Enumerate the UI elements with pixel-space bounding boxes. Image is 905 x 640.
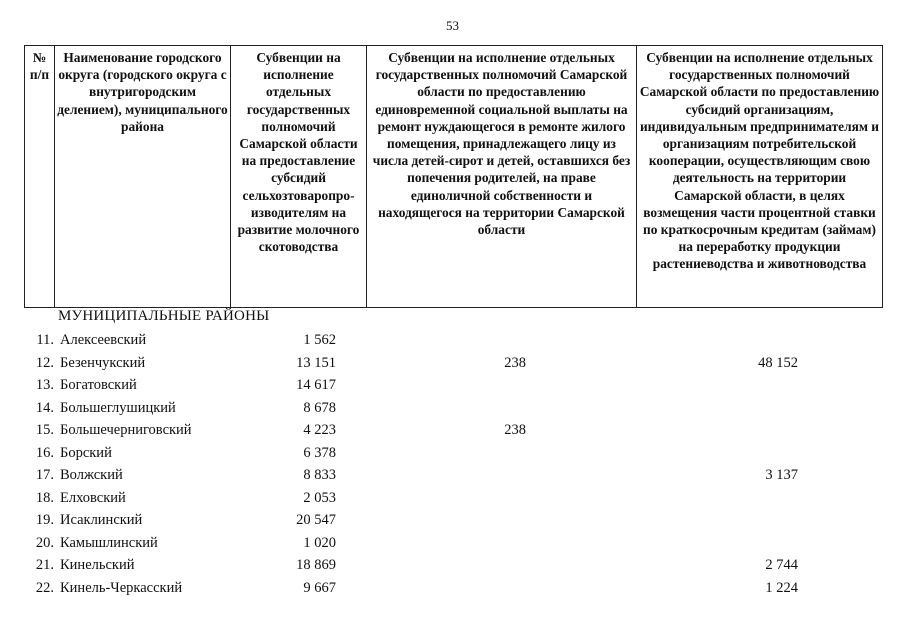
housing-subsidy-value: 238: [504, 354, 526, 371]
table-row: [24, 532, 882, 555]
dairy-subsidy-value: 6 378: [303, 444, 336, 461]
table-row: [24, 442, 882, 465]
district-name: Кинель-Черкасский: [60, 579, 183, 596]
table-row: [24, 374, 882, 397]
district-name: Елховский: [60, 489, 126, 506]
section-title: МУНИЦИПАЛЬНЫЕ РАЙОНЫ: [58, 308, 270, 324]
district-name: Кинельский: [60, 557, 135, 573]
table-row: [24, 487, 882, 510]
district-name: Алексеевский: [60, 332, 147, 348]
district-name: Богатовский: [60, 377, 137, 393]
district-name: Исаклинский: [60, 512, 143, 528]
dairy-subsidy-value: 8 678: [303, 399, 336, 416]
district-name: Большеглушицкий: [60, 399, 176, 416]
credit-subsidy-value: 3 137: [765, 467, 798, 483]
district-name: Волжский: [60, 467, 123, 483]
row-number: 21.: [35, 557, 54, 573]
row-number: 17.: [35, 467, 54, 483]
table-row: [24, 352, 882, 375]
row-number: 19.: [35, 512, 54, 528]
header-name: Наименование городского округа (городского округа с внутригородским делением), муниципального района: [55, 46, 231, 308]
row-number: 20.: [35, 534, 54, 551]
district-name: Борский: [60, 444, 112, 461]
row-number: 12.: [35, 354, 54, 371]
table-row: [24, 419, 882, 442]
row-number: 15.: [35, 422, 54, 438]
table-header: [24, 45, 883, 308]
credit-subsidy-value: 2 744: [765, 557, 798, 573]
dairy-subsidy-value: 13 151: [296, 354, 336, 371]
table-row: [24, 464, 882, 487]
header-credit-subsidy: Субвенции на исполнение отдельных государственных полномочий Самарской области по предоставлению субсидий организациям, индивидуальным предпринимателям и организациям потребительской кооперации, осуществляющим свою деятельность на территории Самарской области, в целях возмещения части процентной ставки по краткосрочным кредитам (займам) на переработку продукции растениеводства и животноводства: [637, 46, 883, 308]
header-housing-subsidy: Субвенции на исполнение отдельных государственных полномочий Самарской области по предоставлению единовременной социальной выплаты на ремонт нуждающегося в ремонте жилого помещения, принадлежащего лицу из числа детей-сирот и детей, оставшихся без попечения родителей, на праве единоличной собственности и находящегося на территории Самарской области: [367, 46, 637, 308]
dairy-subsidy-value: 20 547: [296, 512, 336, 528]
district-name: Камышлинский: [60, 534, 158, 551]
credit-subsidy-value: 1 224: [765, 579, 798, 596]
housing-subsidy-value: 238: [504, 422, 526, 438]
dairy-subsidy-value: 2 053: [303, 489, 336, 506]
row-number: 13.: [35, 377, 54, 393]
table-row: [24, 329, 882, 352]
dairy-subsidy-value: 18 869: [296, 557, 336, 573]
dairy-subsidy-value: 9 667: [303, 579, 336, 596]
dairy-subsidy-value: 8 833: [303, 467, 336, 483]
header-num: № п/п: [25, 46, 55, 308]
header-dairy-subsidy: Субвенции на исполнение отдельных государственных полномочий Самарской области на предоставление субсидий сельхозтоваропро-изводителям на развитие молочного скотоводства: [231, 46, 367, 308]
table-row: [24, 509, 882, 532]
page-number: 53: [446, 18, 459, 33]
table-row: [24, 397, 882, 420]
district-name: Безенчукский: [60, 354, 146, 371]
row-number: 16.: [35, 444, 54, 461]
row-number: 11.: [36, 332, 54, 348]
row-number: 14.: [35, 399, 54, 416]
table-row: [24, 577, 882, 600]
table-body: [24, 329, 882, 599]
dairy-subsidy-value: 1 562: [303, 332, 336, 348]
row-number: 18.: [35, 489, 54, 506]
dairy-subsidy-value: 1 020: [303, 534, 336, 551]
credit-subsidy-value: 48 152: [758, 354, 798, 371]
dairy-subsidy-value: 14 617: [296, 377, 336, 393]
dairy-subsidy-value: 4 223: [303, 422, 336, 438]
table-row: [24, 554, 882, 577]
district-name: Большечерниговский: [60, 422, 192, 438]
row-number: 22.: [35, 579, 54, 596]
